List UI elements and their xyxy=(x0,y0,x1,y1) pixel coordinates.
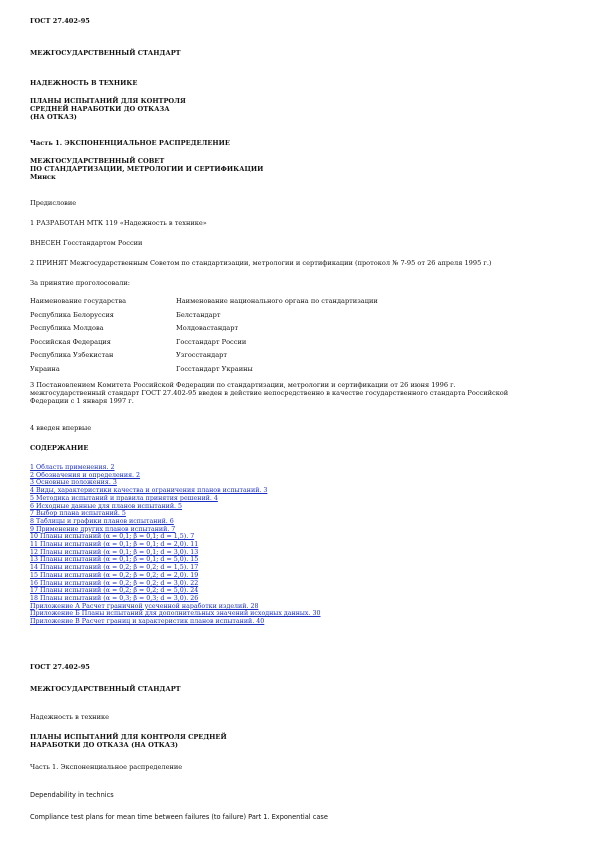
item3-line: Федерации с 1 января 1997 г. xyxy=(30,397,134,405)
toc-link[interactable]: 17 Планы испытаний (α = 0,2; β = 0,2; d = 5,0). 24 xyxy=(30,587,199,595)
title-heading: НАДЕЖНОСТЬ В ТЕХНИКЕ xyxy=(30,79,138,87)
toc-link[interactable]: Приложение А Расчет граничной усеченной наработки изделий. 28 xyxy=(30,602,259,610)
city: Минск xyxy=(30,173,56,181)
toc-heading: СОДЕРЖАНИЕ xyxy=(30,444,89,452)
main-title-line: (НА ОТКАЗ) xyxy=(30,113,77,121)
item3-line: межгосударственный стандарт ГОСТ 27.402-95 введен в действие непосредственно в качестве государственного стандарта Российской xyxy=(30,389,509,397)
toc-link[interactable]: 3 Основные положения. 3 xyxy=(30,479,117,487)
title2-block xyxy=(30,733,227,749)
foreword-item-3 xyxy=(30,381,508,405)
foreword-item-4: 4 введен впервые xyxy=(30,424,92,432)
table-of-contents xyxy=(30,464,320,626)
standard-type-2: МЕЖГОСУДАРСТВЕННЫЙ СТАНДАРТ xyxy=(30,685,181,693)
toc-link[interactable]: 9 Применение других планов испытаний. 7 xyxy=(30,525,176,533)
doc-code-2: ГОСТ 27.402-95 xyxy=(30,663,90,671)
toc-link[interactable]: 18 Планы испытаний (α = 0,3; β = 0,3; d = 3,0). 26 xyxy=(30,594,199,602)
toc-link[interactable]: 12 Планы испытаний (α = 0,1; β = 0,1; d = 3,0). 13 xyxy=(30,548,199,556)
toc-link[interactable]: 1 Область применения. 2 xyxy=(30,464,115,471)
state-cell: Республика Узбекистан xyxy=(30,351,114,360)
title2-part: Часть 1. Экспоненциальное распределение xyxy=(30,763,183,771)
toc-link[interactable]: 4 Виды, характеристики качества и ограничения планов испытаний. 3 xyxy=(30,487,268,495)
toc-link[interactable]: 14 Планы испытаний (α = 0,2; β = 0,2; d = 1,5). 17 xyxy=(30,564,199,572)
body-cell: Белстандарт xyxy=(176,310,221,319)
doc-code: ГОСТ 27.402-95 xyxy=(30,17,90,25)
toc-link[interactable]: Приложение В Расчет границ и характеристик планов испытаний. 40 xyxy=(30,618,265,626)
state-cell: Республика Молдова xyxy=(30,324,104,333)
header-state: Наименование государства xyxy=(30,297,127,305)
body-cell: Госстандарт Украины xyxy=(176,364,253,373)
body-cell: Госстандарт России xyxy=(176,337,247,346)
header-body: Наименование национального органа по стандартизации xyxy=(176,297,378,305)
title2-heading: Надежность в технике xyxy=(30,713,109,721)
toc-link[interactable]: 7 Выбор плана испытаний. 5 xyxy=(30,510,126,518)
toc-link[interactable]: 2 Обозначения и определения. 2 xyxy=(30,471,141,479)
foreword-item-2: 2 ПРИНЯТ Межгосударственным Советом по стандартизации, метрологии и сертификации (протокол № 7-95 от 26 апреля 1995 г.) xyxy=(30,259,492,267)
council-line: ПО СТАНДАРТИЗАЦИИ, МЕТРОЛОГИИ И СЕРТИФИКАЦИИ xyxy=(30,165,264,173)
foreword-item-1: 1 РАЗРАБОТАН МТК 119 «Надежность в технике» xyxy=(30,219,207,227)
title2-line: ПЛАНЫ ИСПЫТАНИЙ ДЛЯ КОНТРОЛЯ СРЕДНЕЙ xyxy=(30,733,227,741)
main-title-line: ПЛАНЫ ИСПЫТАНИЙ ДЛЯ КОНТРОЛЯ xyxy=(30,97,186,105)
toc-link[interactable]: Приложение Б Планы испытаний для дополнительных значений исходных данных. 30 xyxy=(30,610,321,618)
voted-label: За принятие проголосовали: xyxy=(30,279,131,287)
english-title-2: Compliance test plans for mean time between failures (to failure) Part 1. Exponential case xyxy=(30,813,328,821)
foreword-item-1-sub: ВНЕСЕН Госстандартом России xyxy=(30,239,143,247)
state-cell: Украина xyxy=(30,364,60,373)
council-block xyxy=(30,157,263,181)
toc-link[interactable]: 16 Планы испытаний (α = 0,2; β = 0,2; d = 3,0). 22 xyxy=(30,579,199,587)
toc-link[interactable]: 5 Методика испытаний и правила принятия решений. 4 xyxy=(30,494,218,502)
council-line: МЕЖГОСУДАРСТВЕННЫЙ СОВЕТ xyxy=(30,157,165,165)
toc-link[interactable]: 13 Планы испытаний (α = 0,1; β = 0,1; d = 5,0). 15 xyxy=(30,556,199,564)
body-cell: Узгосстандарт xyxy=(176,351,228,360)
state-cell: Российская Федерация xyxy=(30,337,111,346)
toc-link[interactable]: 6 Исходные данные для планов испытаний. 5 xyxy=(30,502,183,510)
toc-link[interactable]: 10 Планы испытаний (α = 0,1; β = 0,1; d = 1,5). 7 xyxy=(30,533,195,541)
foreword-heading: Предисловие xyxy=(30,199,77,207)
main-title xyxy=(30,97,186,121)
item3-line: 3 Постановлением Комитета Российской Федерации по стандартизации, метрологии и сертификации от 26 июня 1996 г. xyxy=(30,381,456,389)
main-title-line: СРЕДНЕЙ НАРАБОТКИ ДО ОТКАЗА xyxy=(30,105,170,113)
toc-link[interactable]: 11 Планы испытаний (α = 0,1; β = 0,1; d = 2,0). 11 xyxy=(30,541,199,549)
toc-link[interactable]: 15 Планы испытаний (α = 0,2; β = 0,2; d = 2,0). 19 xyxy=(30,571,199,579)
english-title-1: Dependability in technics xyxy=(30,791,114,799)
toc-link[interactable]: 8 Таблицы и графики планов испытаний. 6 xyxy=(30,517,174,525)
body-cell: Молдовастандарт xyxy=(176,324,239,333)
standard-type: МЕЖГОСУДАРСТВЕННЫЙ СТАНДАРТ xyxy=(30,49,181,57)
state-cell: Республика Белоруссия xyxy=(30,310,114,319)
part-title: Часть 1. ЭКСПОНЕНЦИАЛЬНОЕ РАСПРЕДЕЛЕНИЕ xyxy=(30,139,230,147)
title2-line: НАРАБОТКИ ДО ОТКАЗА (НА ОТКАЗ) xyxy=(30,741,178,749)
